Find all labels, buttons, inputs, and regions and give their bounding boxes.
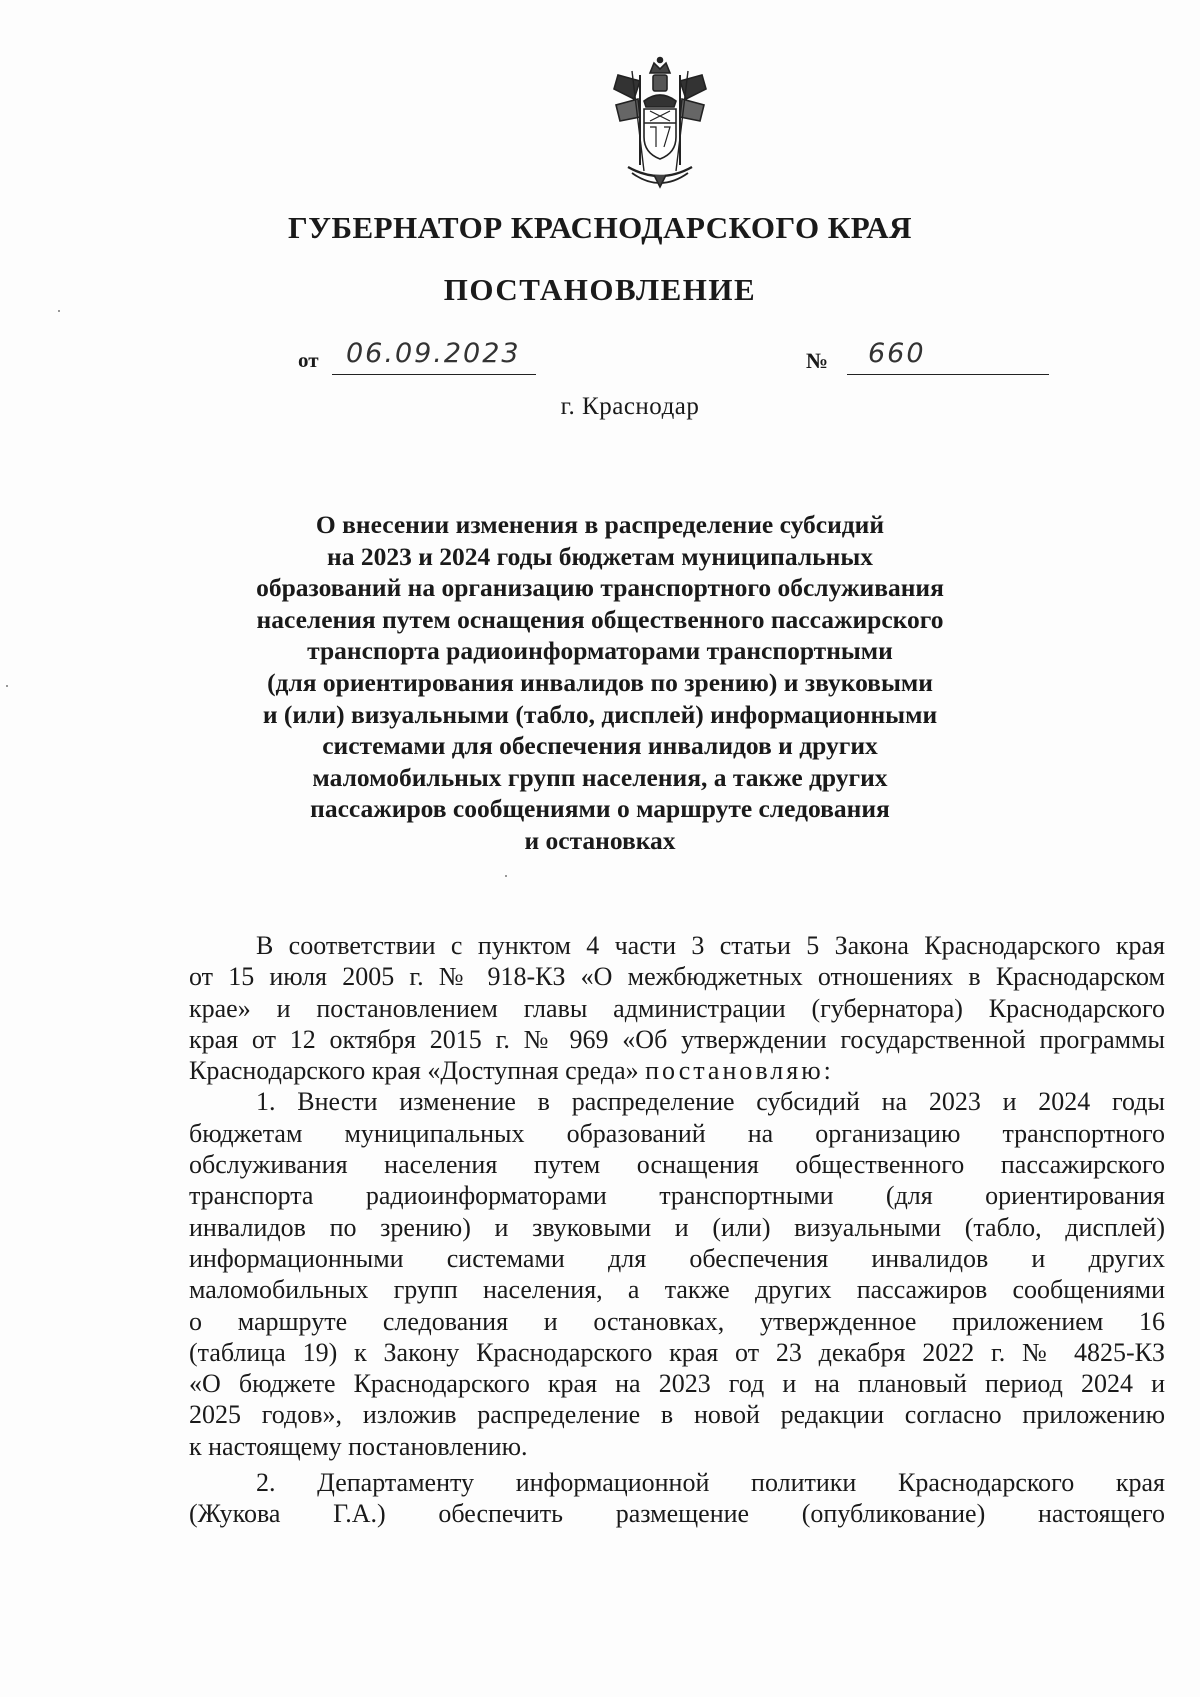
preamble-end: Краснодарского края «Доступная среда» (189, 1056, 639, 1086)
body-line: В соответствии с пунктом 4 части 3 статьи 5 Закона Краснодарского края (256, 931, 1165, 960)
body-line: 2025 годов», изложив распределение в новой редакции согласно приложению (189, 1400, 1165, 1430)
body-line: крае» и постановлением главы администрации (губернатора) Краснодарского (189, 993, 1165, 1023)
document-title (200, 509, 1000, 857)
document-body (189, 930, 1165, 1530)
title-line: О внесении изменения в распределение субсидий (315, 510, 885, 539)
body-line: от 15 июля 2005 г. № 918-КЗ «О межбюджетных отношениях в Краснодарском (189, 962, 1165, 992)
title-line: пассажиров сообщениями о маршруте следования (310, 794, 890, 824)
date-underline (332, 374, 536, 375)
title-line: маломобильных групп населения, а также других (312, 762, 888, 792)
decree-word: постановляю: (645, 1056, 834, 1086)
body-line: обслуживания населения путем оснащения общественного пассажирского (189, 1150, 1165, 1180)
number-value: 660 (868, 338, 926, 369)
body-line: 1. Внести изменение в распределение субсидий на 2023 и 2024 годы (256, 1087, 1165, 1117)
body-line: бюджетам муниципальных образований на организацию транспортного (189, 1118, 1165, 1148)
title-line: и остановках (524, 825, 676, 855)
body-line: транспорта радиоинформаторами транспортными (для ориентирования (189, 1181, 1165, 1211)
title-line: системами для обеспечения инвалидов и других (322, 731, 878, 761)
issuing-authority: ГУБЕРНАТОР КРАСНОДАРСКОГО КРАЯ (287, 210, 913, 245)
item-2-paragraph (189, 1467, 1165, 1530)
number-label: № (806, 348, 829, 373)
preamble-paragraph (189, 930, 1165, 1086)
body-line: к настоящему постановлению. (189, 1431, 528, 1461)
body-line: (таблица 19) к Закону Краснодарского края от 23 декабря 2022 г. № 4825-КЗ (189, 1337, 1165, 1367)
body-line: инвалидов по зрению) и звуковыми и (или) визуальными (табло, дисплей) (189, 1212, 1165, 1242)
title-line: населения путем оснащения общественного пассажирского (256, 604, 944, 634)
item-1-paragraph (189, 1086, 1165, 1462)
date-number-row (0, 336, 1200, 376)
body-line: «О бюджете Краснодарского края на 2023 год и на плановый период 2024 и (189, 1369, 1165, 1399)
date-label: от (298, 348, 319, 372)
body-line: о маршруте следования и остановках, утвержденное приложением 16 (189, 1306, 1165, 1336)
body-line: 2. Департаменту информационной политики Краснодарского края (256, 1468, 1165, 1498)
title-line: транспорта радиоинформаторами транспортными (307, 636, 893, 666)
title-line: (для ориентирования инвалидов по зрению) и звуковыми (267, 667, 933, 697)
body-line: маломобильных групп населения, а также других пассажиров сообщениями (189, 1275, 1165, 1305)
date-value: 06.09.2023 (346, 338, 521, 369)
number-underline (847, 374, 1049, 375)
body-line: информационными системами для обеспечения инвалидов и других (189, 1243, 1165, 1273)
title-line: на 2023 и 2024 годы бюджетам муниципальных (327, 541, 873, 571)
body-line (189, 1055, 1165, 1086)
document-type: ПОСТАНОВЛЕНИЕ (443, 272, 757, 307)
body-line: края от 12 октября 2015 г. № 969 «Об утверждении государственной программы (189, 1024, 1165, 1054)
title-line: и (или) визуальными (табло, дисплей) информационными (262, 699, 938, 729)
title-line: образований на организацию транспортного обслуживания (256, 573, 944, 603)
city: г. Краснодар (560, 393, 700, 420)
coat-of-arms-icon (610, 55, 710, 195)
body-line: (Жукова Г.А.) обеспечить размещение (опубликование) настоящего (189, 1499, 1165, 1529)
